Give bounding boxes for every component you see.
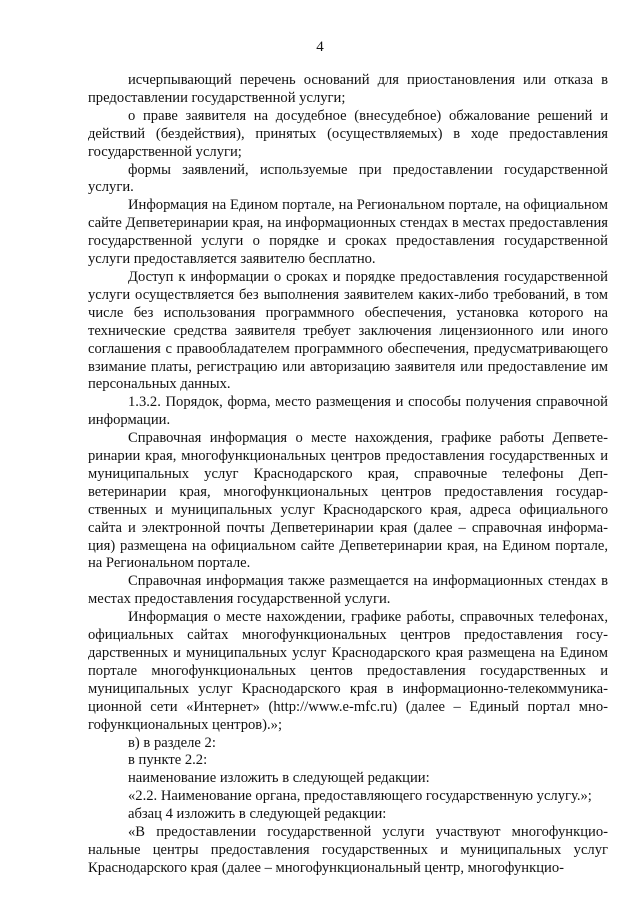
paragraph: в) в разделе 2: bbox=[128, 734, 216, 751]
paragraph: исчерпывающий перечень оснований для приостановления или отказа в предоставлении государственной услуги; bbox=[88, 72, 608, 106]
paragraph: Справочная информация о месте нахождения, графике работы Депветеринарии края, многофункциональных центров предоставления государственных и муниципальных услуг Краснодарского края, справочные телефоны Депветеринарии края, многофункциональных центров предоставления государственных и муниципальных услуг Краснодарского края, адреса официального сайта и электронной почты Депветеринарии края (далее – справочная информация) размещена на официальном сайте Депветеринарии края, на Едином портале, на Региональном портале. bbox=[88, 430, 608, 572]
paragraph: наименование изложить в следующей редакции: bbox=[128, 770, 430, 787]
page-number: 4 bbox=[316, 39, 324, 55]
paragraph: Доступ к информации о сроках и порядке предоставления государственной услуги осуществляется без выполнения заявителем каких-либо требований, в том числе без использования программного обеспечения, установка которого на технические средства заявителя требует заключения лицензионного или иного соглашения с правообладателем программного обеспечения, предусматривающего взимание платы, регистрацию или авторизацию заявителя или предоставление им персональных данных. bbox=[88, 268, 608, 393]
paragraph: Справочная информация также размещается на информационных стендах в местах предоставления государственной услуги. bbox=[88, 573, 608, 608]
paragraph: формы заявлений, используемые при предоставлении государственной услуги. bbox=[88, 161, 608, 196]
paragraph: Информация о месте нахождении, графике работы, справочных телефонах, официальных сайтах многофункциональных центров предоставления государственных и муниципальных услуг Краснодарского края размещена на Едином портале многофункциональных центов предоставления государственных и муниципальных услуг Краснодарского края в информационно-телекоммуникационной сети «Интернет» (http://www.e-mfc.ru) (далее – Единый портал многофункциональных центров).»; bbox=[88, 609, 608, 733]
document-body bbox=[88, 72, 608, 878]
paragraph: о праве заявителя на досудебное (внесудебное) обжалование решений и действий (бездействия), принятых (осуществляемых) в ходе предоставления государственной услуги; bbox=[88, 107, 608, 160]
paragraph: абзац 4 изложить в следующей редакции: bbox=[128, 806, 387, 823]
paragraph: «2.2. Наименование органа, предоставляющего государственную услугу.»; bbox=[128, 788, 592, 805]
paragraph: в пункте 2.2: bbox=[128, 752, 208, 769]
paragraph: «В предоставлении государственной услуги участвуют многофункциональные центры предоставления государственных и муниципальных услуг Краснодарского края (далее – многофункциональный центр, многофункцио- bbox=[88, 824, 608, 876]
paragraph: 1.3.2. Порядок, форма, место размещения и способы получения справочной информации. bbox=[88, 394, 608, 429]
paragraph: Информация на Едином портале, на Региональном портале, на официальном сайте Депветеринарии края, на информационных стендах в местах предоставления государственной услуги о порядке и сроках предоставления государственной услуги предоставляется заявителю бесплатно. bbox=[88, 197, 608, 268]
